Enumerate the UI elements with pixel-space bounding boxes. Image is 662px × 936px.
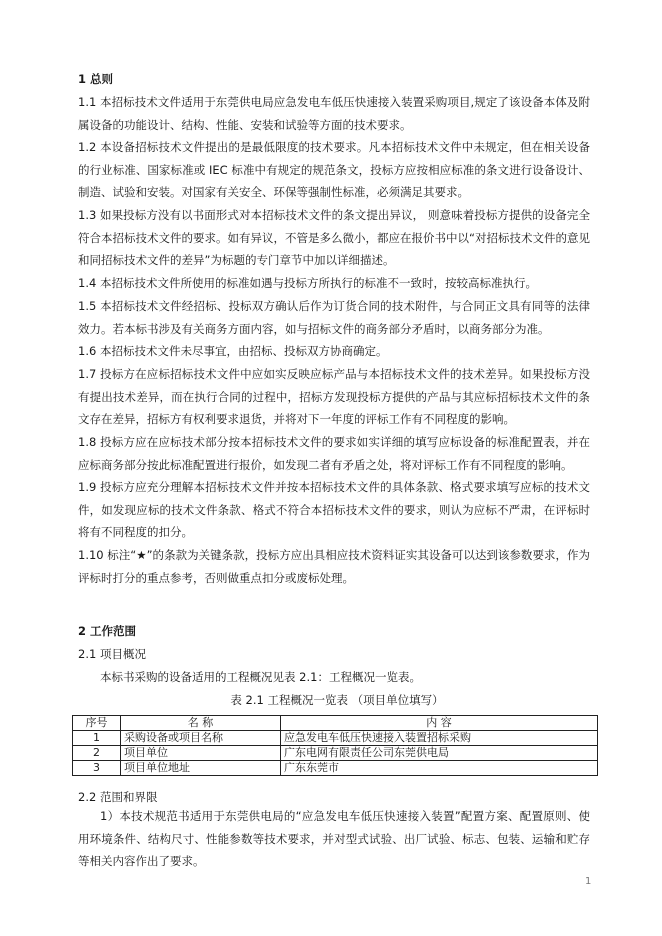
header-content: 内 容	[281, 716, 598, 731]
clause-1-7: 1.7 投标方在应标招标技术文件中应如实反映应标产品与本招标技术文件的技术差异。如果投标方没有提出技术差异，而在执行合同的过程中，招标方发现投标方提供的产品与其应标招标技术文件的条文存在差异，招标方有权利要求退货，并将对下一年度的评标工作有不同程度的影响。	[78, 367, 590, 426]
row-name: 项目单位	[121, 746, 281, 761]
clause-1-9: 1.9 投标方应充分理解本招标技术文件并按本招标技术文件的具体条款、格式要求填写应标的技术文件，如发现应标的技术文件条款、格式不符合本招标技术文件的要求，则认为应标不严肃，在评标时将有不同程度的扣分。	[78, 480, 590, 539]
subsection-2-2-text: 1）本技术规范书适用于东莞供电局的“应急发电车低压快速接入装置”配置方案、配置原则、使用环境条件、结构尺寸、性能参数等技术要求，并对型式试验、出厂试验、标志、包装、运输和贮存等相关内容作出了要求。	[78, 809, 590, 868]
row-content: 广东东莞市	[281, 761, 598, 776]
header-index: 序号	[73, 716, 121, 731]
clause-1-8: 1.8 投标方应在应标技术部分按本招标技术文件的要求如实详细的填写应标设备的标准配置表，并在应标商务部分按此标准配置进行报价，如发现二者有矛盾之处，将对评标工作有不同程度的影响。	[78, 435, 590, 472]
table-row	[73, 731, 598, 746]
row-index: 2	[73, 746, 121, 761]
clause-1-1: 1.1 本招标技术文件适用于东莞供电局应急发电车低压快速接入装置采购项目,规定了该设备本体及附属设备的功能设计、结构、性能、安装和试验等方面的技术要求。	[78, 95, 590, 132]
clause-1-6: 1.6 本招标技术文件未尽事宜，由招标、投标双方协商确定。	[78, 344, 388, 358]
row-index: 3	[73, 761, 121, 776]
row-content: 广东电网有限责任公司东莞供电局	[281, 746, 598, 761]
clause-1-3: 1.3 如果投标方没有以书面形式对本招标技术文件的条文提出异议， 则意味着投标方提供的设备完全符合本招标技术文件的要求。如有异议，不管是多么微小，都应在报价书中以“对招标技术文件的意见和同招标技术文件的差异”为标题的专门章节中加以详细描述。	[78, 208, 590, 267]
clause-1-2: 1.2 本设备招标技术文件提出的是最低限度的技术要求。凡本招标技术文件中未规定，但在相关设备的行业标准、国家标准或 IEC 标准中有规定的规范条文，投标方应按相应标准的条文进行设备设计、制造、试验和安装。对国家有关安全、环保等强制性标准，必须满足其要求。	[78, 140, 590, 199]
row-index: 1	[73, 731, 121, 746]
page-number: 1	[585, 876, 592, 887]
clause-1-5: 1.5 本招标技术文件经招标、投标双方确认后作为订货合同的技术附件，与合同正文具有同等的法律效力。若本标书涉及有关商务方面内容，如与招标文件的商务部分矛盾时，以商务部分为准。	[78, 299, 590, 336]
table-row	[73, 746, 598, 761]
table-header-row	[73, 716, 598, 731]
subsection-2-1-title: 2.1 项目概况	[78, 647, 146, 661]
subsection-2-1-text: 本标书采购的设备适用的工程概况见表 2.1：工程概况一览表。	[100, 670, 421, 684]
section-2-heading: 2 工作范围	[78, 624, 137, 638]
table-caption: 表 2.1 工程概况一览表 （项目单位填写）	[230, 693, 444, 707]
subsection-2-2-title: 2.2 范围和界限	[78, 790, 158, 804]
row-name: 采购设备或项目名称	[121, 731, 281, 746]
row-content: 应急发电车低压快速接入装置招标采购	[281, 731, 598, 746]
project-overview-table	[72, 715, 598, 776]
header-name: 名 称	[121, 716, 281, 731]
clause-1-10: 1.10 标注“★”的条款为关键条款，投标方应出具相应技术资料证实其设备可以达到该参数要求，作为评标时打分的重点参考，否则做重点扣分或废标处理。	[78, 548, 590, 585]
row-name: 项目单位地址	[121, 761, 281, 776]
clause-1-4: 1.4 本招标技术文件所使用的标准如遇与投标方所执行的标准不一致时，按较高标准执行。	[78, 276, 537, 290]
section-1-heading: 1 总则	[78, 72, 114, 86]
table-row	[73, 761, 598, 776]
